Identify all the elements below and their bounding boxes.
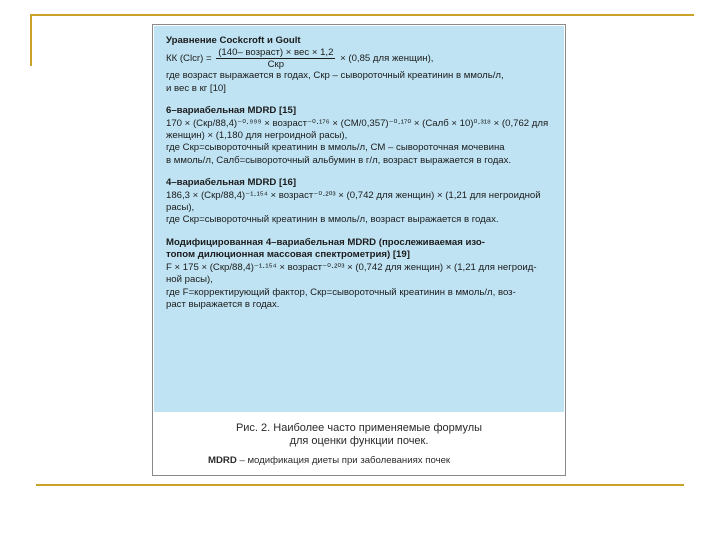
decorative-vertical-line	[30, 14, 32, 66]
formula-rhs: × (0,85 для женщин),	[340, 53, 434, 65]
formula-line: расы),	[166, 202, 195, 214]
formula-legend-line: где Cкр=сывороточный креатинин в ммоль/л, возраст выражается в годах.	[166, 214, 499, 226]
fraction-denominator: Cкр	[267, 59, 285, 71]
formula-line: 170 × (Cкр/88,4)⁻⁰·⁹⁹⁹ × возраст⁻⁰·¹⁷⁶ × (CM/0,357)⁻⁰·¹⁷⁰ × (Cалб × 10)⁰·³¹⁸ × (0,762 для	[166, 117, 549, 129]
decorative-bottom-line	[36, 484, 684, 486]
formula-lhs: КК (Clcr) =	[166, 53, 212, 65]
modified-mdrd-section	[166, 237, 554, 311]
formula-legend-line: где возраст выражается в годах, Cкр – сывороточный креатинин в ммоль/л,	[166, 70, 504, 82]
mdrd4-section	[166, 177, 554, 227]
formula-legend-line: и вес в кг [10]	[166, 82, 226, 94]
section-title: Модифицированная 4–вариабельная MDRD (прослеживаемая изо-	[166, 236, 485, 248]
section-title: Уравнение Cockcroft и Goult	[166, 35, 301, 46]
abbreviation-note	[208, 455, 450, 466]
formula-line: ной расы),	[166, 274, 213, 286]
formula-legend-line: в ммоль/л, Cалб=сывороточный альбумин в г/л, возраст выражается в годах.	[166, 154, 512, 166]
cockcroft-gault-formula	[166, 47, 554, 70]
formula-legend-line: где F=корректирующий фактор, Cкр=сывороточный креатинин в ммоль/л, воз-	[166, 286, 516, 298]
formula-legend-line: где Cкр=сывороточный креатинин в ммоль/л, CM – сывороточная мочевина	[166, 142, 505, 154]
abbreviation: MDRD	[208, 455, 237, 466]
mdrd6-section	[166, 105, 554, 167]
formula-line: 186,3 × (Cкр/88,4)⁻¹·¹⁵⁴ × возраст⁻⁰·²⁰³ × (0,742 для женщин) × (1,21 для негроидной	[166, 189, 541, 201]
formula-figure	[152, 24, 566, 476]
section-title: 4–вариабельная MDRD [16]	[166, 177, 297, 189]
section-title: топом дилюционная массовая спектрометрия) [19]	[166, 249, 410, 261]
caption-line: для оценки функции почек.	[289, 435, 429, 447]
caption-line: Рис. 2. Наиболее часто применяемые формулы	[235, 422, 483, 434]
formula-line: женщин) × (1,180 для негроидной расы),	[166, 130, 348, 142]
abbreviation-definition: – модификация диеты при заболеваниях почек	[236, 455, 451, 466]
formula-line: F × 175 × (Cкр/88,4)⁻¹·¹⁵⁴ × возраст⁻⁰·²⁰³ × (0,742 для женщин) × (1,21 для негроид-	[166, 261, 537, 273]
formula-legend-line: раст выражается в годах.	[166, 298, 280, 310]
decorative-top-line	[30, 14, 694, 16]
cockcroft-gault-section	[166, 35, 554, 95]
section-title: 6–вариабельная MDRD [15]	[166, 105, 297, 117]
formula-fraction	[216, 47, 335, 70]
formula-panel	[154, 26, 564, 412]
figure-caption	[153, 422, 565, 448]
fraction-numerator: (140– возраст) × вес × 1,2	[218, 47, 334, 59]
